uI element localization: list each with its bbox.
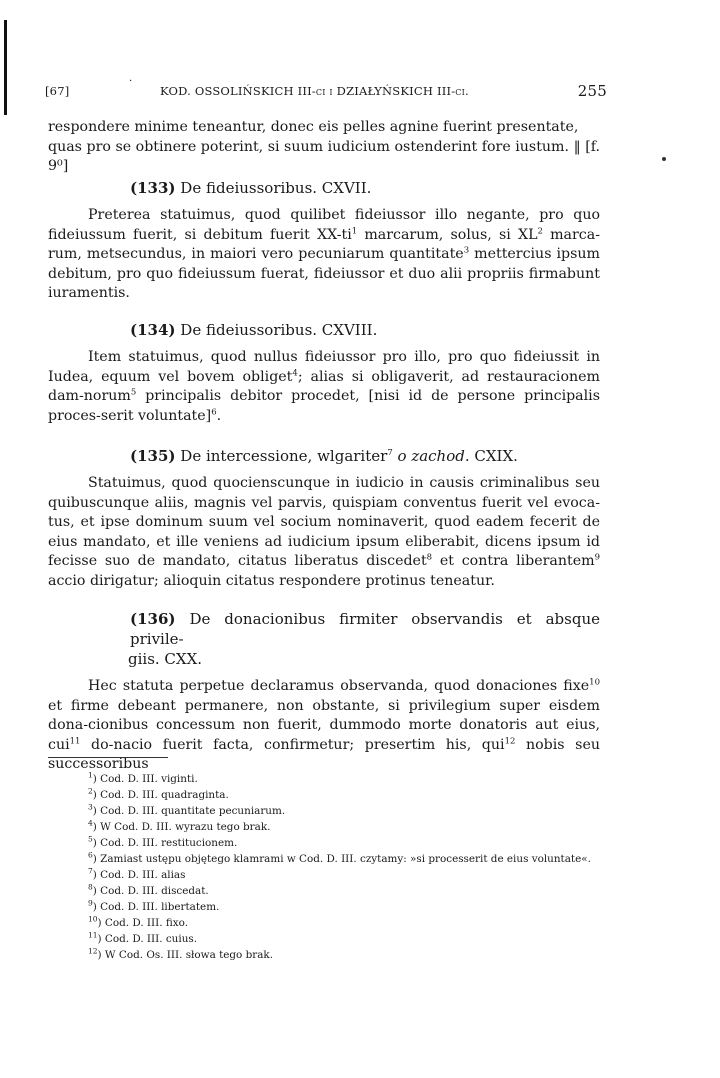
footnote-text: Cod. D. III. viginti. [100,773,198,785]
section-title: De donacionibus firmiter observandis et absque privile- [130,610,600,648]
footnote: $^2$) Cod. D. III. quadraginta. [88,786,229,801]
footnote-text: Cod. D. III. alias [100,869,186,881]
footnote-text: W Cod. D. III. wyrazu tego brak. [100,821,271,833]
footnote-mark: 12 [88,946,98,956]
text-run: . [216,407,222,424]
footnotes [48,771,600,963]
section-title: De fideiussoribus. CXVII. [180,179,372,197]
footnote-ref: 8 [426,552,433,563]
footnote-mark: 11 [88,930,98,940]
page-edge-mark [4,20,7,115]
footnote: $^7$) Cod. D. III. alias [88,866,186,881]
footnote-mark: 7 [88,866,93,876]
text-run: et firme debeant permanere, non obstante, si privilegium super eisdem dona-cionibus concessum non fuerit, dummodo morte donatoris aut eius, cui [48,697,600,753]
bracketed-page-number: [67] [45,84,70,98]
footnote-rule [48,757,168,758]
footnote-text: Cod. D. III. cuius. [104,933,198,945]
footnote-mark: 5 [88,834,93,844]
section-heading [48,446,600,466]
section-paragraph [48,474,600,592]
section-number: (134) [130,321,176,339]
footnote-ref: 5 [130,387,137,398]
footnote-mark: 2 [88,786,93,796]
text-run: Preterea statuimus, quod quilibet fideiussor illo negante, pro quo fideiussum fuerit, si debitum fuerit XX-ti [48,207,600,243]
section-heading [48,320,600,340]
section-title: De intercessione, wlgariter [180,447,388,465]
footnote-ref: 10 [589,677,600,688]
footnote: $^5$) Cod. D. III. restitucionem. [88,834,238,849]
footnote: $^8$) Cod. D. III. discedat. [88,882,209,897]
section-numeral: CXIX. [474,447,518,465]
running-header [45,76,607,102]
text-run: principalis debitor procedet, [nisi id de persone principalis proces-serit voluntate] [48,388,600,424]
footnote-mark: 1 [88,770,93,780]
vernacular-term: o zachod. [397,447,470,465]
footnote-text: W Cod. Os. III. słowa tego brak. [104,949,274,961]
text-run: et contra liberantem [432,553,595,570]
footnote: $^3$) Cod. D. III. quantitate pecuniarum. [88,802,286,817]
section-heading [48,609,600,669]
folio-marker: ‖ [f. 9⁰] [48,138,601,175]
footnote-ref: 7 [387,448,393,458]
footnote-ref: 12 [504,736,516,747]
intro-paragraph [48,118,600,177]
footnote-ref: 3 [463,245,470,256]
footnote-text: Cod. D. III. fixo. [104,917,189,929]
section-number: (133) [130,179,176,197]
text-run: Item statuimus, quod nullus fideiussor pro illo, pro quo fideiussit in Iudea, equum vel bovem obliget [48,349,600,385]
text-run: do-nacio fuerit facta, confirmetur; presertim his, qui [80,736,505,753]
footnote: $^{10}$) Cod. D. III. fixo. [88,914,189,929]
footnote-mark: 6 [88,850,93,860]
section-number: (135) [130,447,176,465]
footnote-text: Zamiast ustępu objętego klamrami w Cod. D. III. czytamy: »si processerit de eius voluntate«. [100,853,591,865]
footnote: $^1$) Cod. D. III. viginti. [88,770,198,785]
footnote-mark: 9 [88,898,93,908]
footnote: $^{11}$) Cod. D. III. cuius. [88,930,198,945]
text-run: nobis seu successoribus [48,736,600,773]
section-paragraph [48,348,600,426]
footnote-text: Cod. D. III. libertatem. [100,901,220,913]
text-run: marca-rum, metsecundus, in maiori vero pecuniarum quantitate [48,226,600,263]
footnote-ref: 1 [351,225,358,236]
footnote-mark: 8 [88,882,93,892]
intro-line-2: quas pro se obtinere poterint, si suum iudicium ostenderint fore iustum. [48,138,570,155]
text-run: Hec statuta perpetue declaramus observanda, quod donaciones fixe [88,678,590,694]
text-run: Statuimus, quod quocienscunque in iudicio in causis criminalibus seu quibuscunque aliis, magnis vel parvis, quispiam conventus fuerit vel evoca-tus, et ipse dominum suum vel socium nominaverit, quod eadem fecerit de eius mandato, et ille veniens ad iudicium ipsum eliberabit, dicens ipsum id fecisse suo de mandato, citatus liberatus discedet [48,475,600,570]
footnote-ref: 11 [69,736,81,747]
footnote-text: Cod. D. III. restitucionem. [100,837,238,849]
footnote: $^6$) Zamiast ustępu objętego klamrami w Cod. D. III. czytamy: »si processerit de eius voluntate«. [88,850,591,865]
section-paragraph [48,206,600,304]
section-heading [48,178,600,198]
section-136 [48,609,600,775]
section-paragraph [48,677,600,775]
footnote-ref: 4 [292,367,298,378]
section-133 [48,178,600,304]
text-run: ; alias si obligaverit, ad restauracionem dam-norum [48,368,601,405]
running-title: KOD. OSSOLIŃSKICH III-ci i DZIAŁYŃSKICH III-ci. [160,84,469,98]
footnote-ref: 6 [211,407,217,418]
footnote-mark: 3 [88,802,93,812]
intro-line-1: respondere minime teneantur, donec eis pelles agnine fuerint presentate, [48,119,579,135]
footnote: $^9$) Cod. D. III. libertatem. [88,898,220,913]
section-number: (136) [130,610,176,628]
margin-speck [662,157,666,161]
section-title: De fideiussoribus. CXVIII. [180,321,378,339]
footnote-text: Cod. D. III. quadraginta. [100,789,229,801]
header-dot: · [129,76,133,87]
section-135 [48,446,600,592]
footnote-text: Cod. D. III. discedat. [100,885,209,897]
section-title-continued: giis. CXX. [128,650,203,668]
page-number: 255 [577,82,607,100]
footnote: $^4$) W Cod. D. III. wyrazu tego brak. [88,818,271,833]
section-134 [48,320,600,426]
footnote-text: Cod. D. III. quantitate pecuniarum. [100,805,286,817]
footnote-ref: 9 [594,552,600,563]
footnote: $^{12}$) W Cod. Os. III. słowa tego brak. [88,946,274,961]
footnote-mark: 4 [88,818,93,828]
text-run: mettercius ipsum debitum, pro quo fideiussum fuerat, fideiussor et duo alii propriis firmabunt iuramentis. [48,246,601,302]
footnote-ref: 2 [537,225,543,236]
text-run: marcarum, solus, si XL [357,226,538,243]
footnote-mark: 10 [88,914,98,924]
text-run: accio dirigatur; alioquin citatus respondere protinus teneatur. [48,572,495,589]
